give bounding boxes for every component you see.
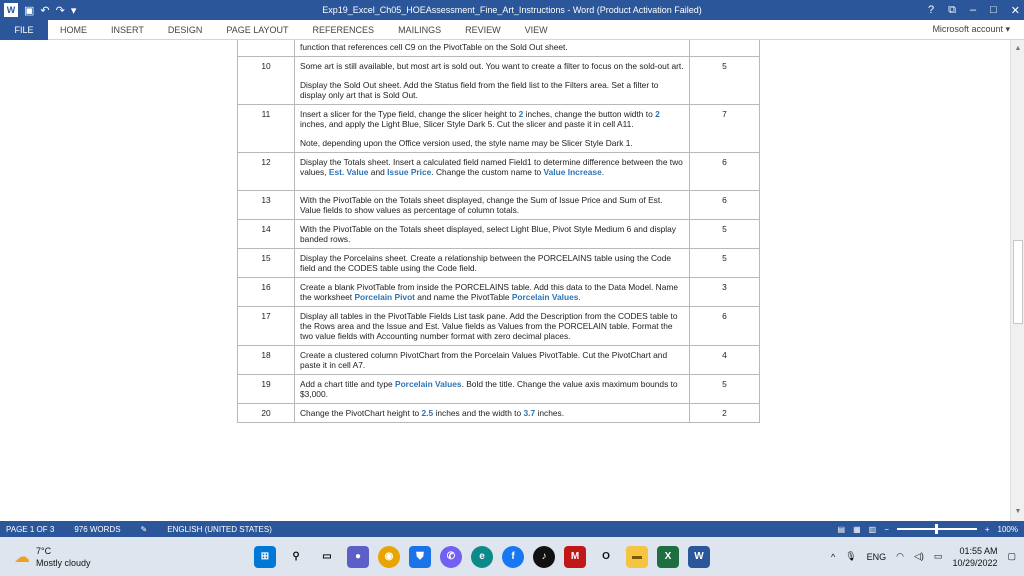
- step-text: Create a clustered column PivotChart from the Porcelain Values PivotTable. Cut the PivotChart and paste it in cell A7.: [300, 350, 668, 370]
- table-row: [238, 191, 760, 220]
- show-hidden-icons-icon[interactable]: ^: [830, 551, 836, 562]
- step-number: [238, 40, 295, 57]
- tab-review[interactable]: REVIEW: [465, 24, 501, 35]
- step-paragraph: [300, 253, 684, 273]
- task-view-icon[interactable]: ▭: [322, 551, 332, 562]
- step-text: Display all tables in the PivotTable Fields List task pane. Add the Description from the CODES table to the Rows area and the Issue and Est. Value fields as Values from the PORCELAIN table. Format the two value fields with Accounting number format with zero decimal places.: [300, 311, 678, 341]
- wifi-icon[interactable]: ◠: [896, 551, 904, 561]
- highlight-text: 2: [655, 109, 660, 119]
- tab-view[interactable]: VIEW: [524, 24, 548, 35]
- tab-insert[interactable]: INSERT: [111, 24, 144, 35]
- step-text: . Change the custom name to: [431, 167, 544, 177]
- step-description: [295, 404, 690, 423]
- view-controls: [838, 525, 1019, 534]
- highlight-text: Issue Price: [387, 167, 432, 177]
- table-row: [238, 307, 760, 346]
- zoom-in-icon[interactable]: +: [984, 524, 990, 534]
- restore-button[interactable]: □: [990, 4, 997, 16]
- highlight-text: 2: [518, 109, 524, 119]
- step-number: 12: [238, 153, 295, 191]
- top-fragment: function that references cell C9 on the PivotTable on the Sold Out sheet.: [300, 42, 568, 52]
- notifications-icon[interactable]: ▢: [1007, 551, 1016, 561]
- scrollbar-thumb[interactable]: [1013, 240, 1023, 324]
- security-icon[interactable]: ⛊: [409, 546, 431, 568]
- word-count[interactable]: 976 WORDS: [74, 524, 121, 534]
- step-paragraph: [300, 80, 684, 100]
- tab-design[interactable]: DESIGN: [167, 24, 203, 35]
- step-points: 6: [690, 307, 760, 346]
- opera-icon[interactable]: O: [602, 551, 610, 562]
- step-text: inches and the width to: [433, 408, 524, 418]
- step-number: 17: [238, 307, 295, 346]
- step-text: .: [578, 292, 581, 302]
- step-text: Add a chart title and type: [300, 379, 395, 389]
- tab-mailings[interactable]: MAILINGS: [398, 24, 442, 35]
- clock-date: 10/29/2022: [952, 557, 998, 568]
- weather-widget[interactable]: [0, 545, 240, 569]
- step-description: [295, 191, 690, 220]
- weather-temp: 7°C: [36, 545, 52, 556]
- step-text: With the PivotTable on the Totals sheet displayed, select Light Blue, Pivot Style Medium 6 and display banded rows.: [300, 224, 676, 244]
- step-text: and name the PivotTable: [414, 292, 512, 302]
- step-paragraph: [300, 61, 684, 71]
- step-text: Note, depending upon the Office version used, the style name may be Slicer Style Dark 1.: [300, 138, 633, 148]
- instructions-table: [237, 40, 760, 423]
- step-description: [295, 278, 690, 307]
- tab-home[interactable]: HOME: [60, 24, 87, 35]
- step-text: Change the PivotChart height to: [300, 408, 422, 418]
- table-row: [238, 278, 760, 307]
- step-paragraph: [300, 350, 684, 370]
- step-paragraph: [300, 379, 684, 399]
- word-logo-icon: W: [4, 3, 18, 17]
- chrome-icon[interactable]: ◉: [378, 546, 400, 568]
- step-points: 5: [690, 57, 760, 105]
- window-title: Exp19_Excel_Ch05_HOEAssessment_Fine_Art_Instructions - Word (Product Activation Failed): [322, 5, 702, 15]
- step-number: 14: [238, 220, 295, 249]
- step-points: 2: [690, 404, 760, 423]
- table-row: [238, 346, 760, 375]
- taskbar-apps: [254, 546, 710, 568]
- step-text: and: [368, 167, 388, 177]
- step-paragraph: [300, 157, 684, 177]
- table-row: [238, 57, 760, 105]
- search-icon[interactable]: ⚲: [292, 551, 300, 562]
- step-text: Insert a slicer for the Type field, change the slicer height to: [300, 109, 519, 119]
- step-text: . Bold the title. Change the value axis maximum bounds to $3,000.: [300, 379, 678, 399]
- step-number: 18: [238, 346, 295, 375]
- highlight-text: 2.5: [421, 408, 434, 418]
- step-points: 3: [690, 278, 760, 307]
- proofing-icon[interactable]: ✎: [140, 524, 148, 534]
- step-number: 20: [238, 404, 295, 423]
- step-points: 7: [690, 105, 760, 153]
- table-row: [238, 153, 760, 191]
- clock-time: 01:55 AM: [959, 545, 998, 556]
- tab-page-layout[interactable]: PAGE LAYOUT: [226, 24, 289, 35]
- highlight-text: Porcelain Values: [394, 379, 462, 389]
- step-points: [690, 40, 760, 57]
- undo-icon[interactable]: ↶: [40, 4, 50, 17]
- language-indicator[interactable]: ENGLISH (UNITED STATES): [167, 524, 272, 534]
- table-row: [238, 404, 760, 423]
- weather-desc: Mostly cloudy: [36, 557, 91, 568]
- taskbar: [0, 537, 1024, 576]
- step-text: Display the Porcelains sheet. Create a relationship between the PORCELAINS table using the Code field and the CODES table using the Code field.: [300, 253, 672, 273]
- step-points: 6: [690, 191, 760, 220]
- step-points: 6: [690, 153, 760, 191]
- ribbon-tabs: [0, 20, 1024, 40]
- zoom-slider[interactable]: [897, 528, 977, 530]
- zoom-level[interactable]: 100%: [997, 524, 1018, 534]
- step-description: [295, 307, 690, 346]
- highlight-text: Porcelain Values: [511, 292, 579, 302]
- table-row: [238, 375, 760, 404]
- cloud-icon: ☁: [14, 548, 30, 566]
- chat-icon[interactable]: ●: [347, 546, 369, 568]
- step-paragraph: [300, 311, 684, 341]
- step-number: 11: [238, 105, 295, 153]
- window-controls: [928, 0, 1020, 20]
- minimize-button[interactable]: –: [970, 4, 977, 16]
- step-description: [295, 153, 690, 191]
- step-number: 19: [238, 375, 295, 404]
- step-number: 13: [238, 191, 295, 220]
- volume-icon[interactable]: ◁): [914, 551, 924, 561]
- step-description: [295, 220, 690, 249]
- step-paragraph: [300, 408, 684, 418]
- account-menu[interactable]: Microsoft account ▾: [932, 24, 1010, 34]
- highlight-text: Porcelain Pivot: [354, 292, 415, 302]
- step-text: Display the Sold Out sheet. Add the Status field from the field list to the Filters area. Set a filter to display only art that is Sold Out.: [300, 80, 659, 100]
- step-number: 10: [238, 57, 295, 105]
- step-text: .: [601, 167, 605, 177]
- tab-file[interactable]: FILE: [0, 20, 48, 40]
- battery-icon[interactable]: ▭: [933, 551, 943, 561]
- step-text: inches, change the button width to: [523, 109, 656, 119]
- document-area[interactable]: [0, 40, 1010, 521]
- page-count[interactable]: PAGE 1 OF 3: [6, 524, 55, 534]
- edge-icon[interactable]: e: [471, 546, 493, 568]
- step-points: 4: [690, 346, 760, 375]
- step-description: [295, 346, 690, 375]
- table-row: [238, 105, 760, 153]
- read-mode-icon[interactable]: ▤: [837, 524, 846, 534]
- step-text: inches.: [535, 408, 565, 418]
- tab-references[interactable]: REFERENCES: [312, 24, 375, 35]
- highlight-text: Value Increase: [543, 167, 602, 177]
- clock[interactable]: [952, 545, 997, 569]
- scroll-down-icon[interactable]: ▼: [1014, 508, 1022, 515]
- excel-icon[interactable]: X: [657, 546, 679, 568]
- help-button[interactable]: ?: [928, 4, 935, 16]
- zoom-slider-knob[interactable]: [935, 524, 938, 534]
- close-button[interactable]: ✕: [1010, 4, 1020, 17]
- highlight-text: 3.7: [523, 408, 536, 418]
- quick-access-toolbar: [0, 0, 76, 20]
- step-text: Some art is still available, but most art is sold out. You want to create a filter to focus on the sold-out art.: [300, 61, 684, 71]
- step-number: 15: [238, 249, 295, 278]
- account-label: Microsoft account: [932, 24, 1003, 34]
- facebook-icon[interactable]: f: [502, 546, 524, 568]
- step-paragraph: [300, 195, 684, 215]
- step-paragraph: [300, 138, 684, 148]
- step-paragraph: [300, 282, 684, 302]
- status-bar: [0, 521, 1024, 537]
- customize-qat-icon[interactable]: ▾: [70, 4, 77, 17]
- word-icon[interactable]: W: [688, 546, 710, 568]
- scroll-up-icon[interactable]: ▲: [1014, 45, 1022, 52]
- step-description: [295, 249, 690, 278]
- save-icon[interactable]: ▣: [24, 4, 35, 17]
- table-row: [238, 40, 760, 57]
- step-points: 5: [690, 375, 760, 404]
- microphone-icon[interactable]: 🎙: [845, 551, 857, 561]
- step-description: [295, 40, 690, 57]
- vertical-scrollbar[interactable]: [1010, 40, 1024, 521]
- step-points: 5: [690, 220, 760, 249]
- step-paragraph: [300, 224, 684, 244]
- tiktok-icon[interactable]: ♪: [533, 546, 555, 568]
- print-layout-icon[interactable]: ▦: [853, 524, 861, 534]
- table-row: [238, 220, 760, 249]
- highlight-text: Est. Value: [328, 167, 369, 177]
- step-text: Display the Totals sheet. Insert a calculated field named Field1 to determine difference between the two values,: [300, 157, 683, 177]
- step-text: With the PivotTable on the Totals sheet displayed, change the Sum of Issue Price and Sum of Est. Value fields to show values as percentage of column totals.: [300, 195, 663, 215]
- web-layout-icon[interactable]: ▥: [868, 524, 877, 534]
- viber-icon[interactable]: ✆: [440, 546, 462, 568]
- step-points: 5: [690, 249, 760, 278]
- step-text: inches, and apply the Light Blue, Slicer Style Dark 5. Cut the slicer and paste it in cell A11.: [300, 119, 634, 129]
- system-tray: [831, 537, 1016, 576]
- step-number: 16: [238, 278, 295, 307]
- table-row: [238, 249, 760, 278]
- language-tray[interactable]: ENG: [866, 551, 887, 562]
- step-paragraph: [300, 109, 684, 129]
- title-bar: [0, 0, 1024, 20]
- step-description: [295, 105, 690, 153]
- redo-icon[interactable]: ↷: [55, 4, 65, 17]
- ribbon-display-options-icon[interactable]: ⧉: [948, 3, 956, 16]
- zoom-out-icon[interactable]: −: [884, 524, 889, 534]
- step-description: [295, 375, 690, 404]
- start-icon[interactable]: ⊞: [254, 546, 276, 568]
- step-text: Create a blank PivotTable from inside the PORCELAINS table. Add this data to the Data Model. Name the worksheet: [300, 282, 679, 302]
- mcafee-icon[interactable]: M: [564, 546, 586, 568]
- file-explorer-icon[interactable]: ▬: [626, 546, 648, 568]
- step-description: [295, 57, 690, 105]
